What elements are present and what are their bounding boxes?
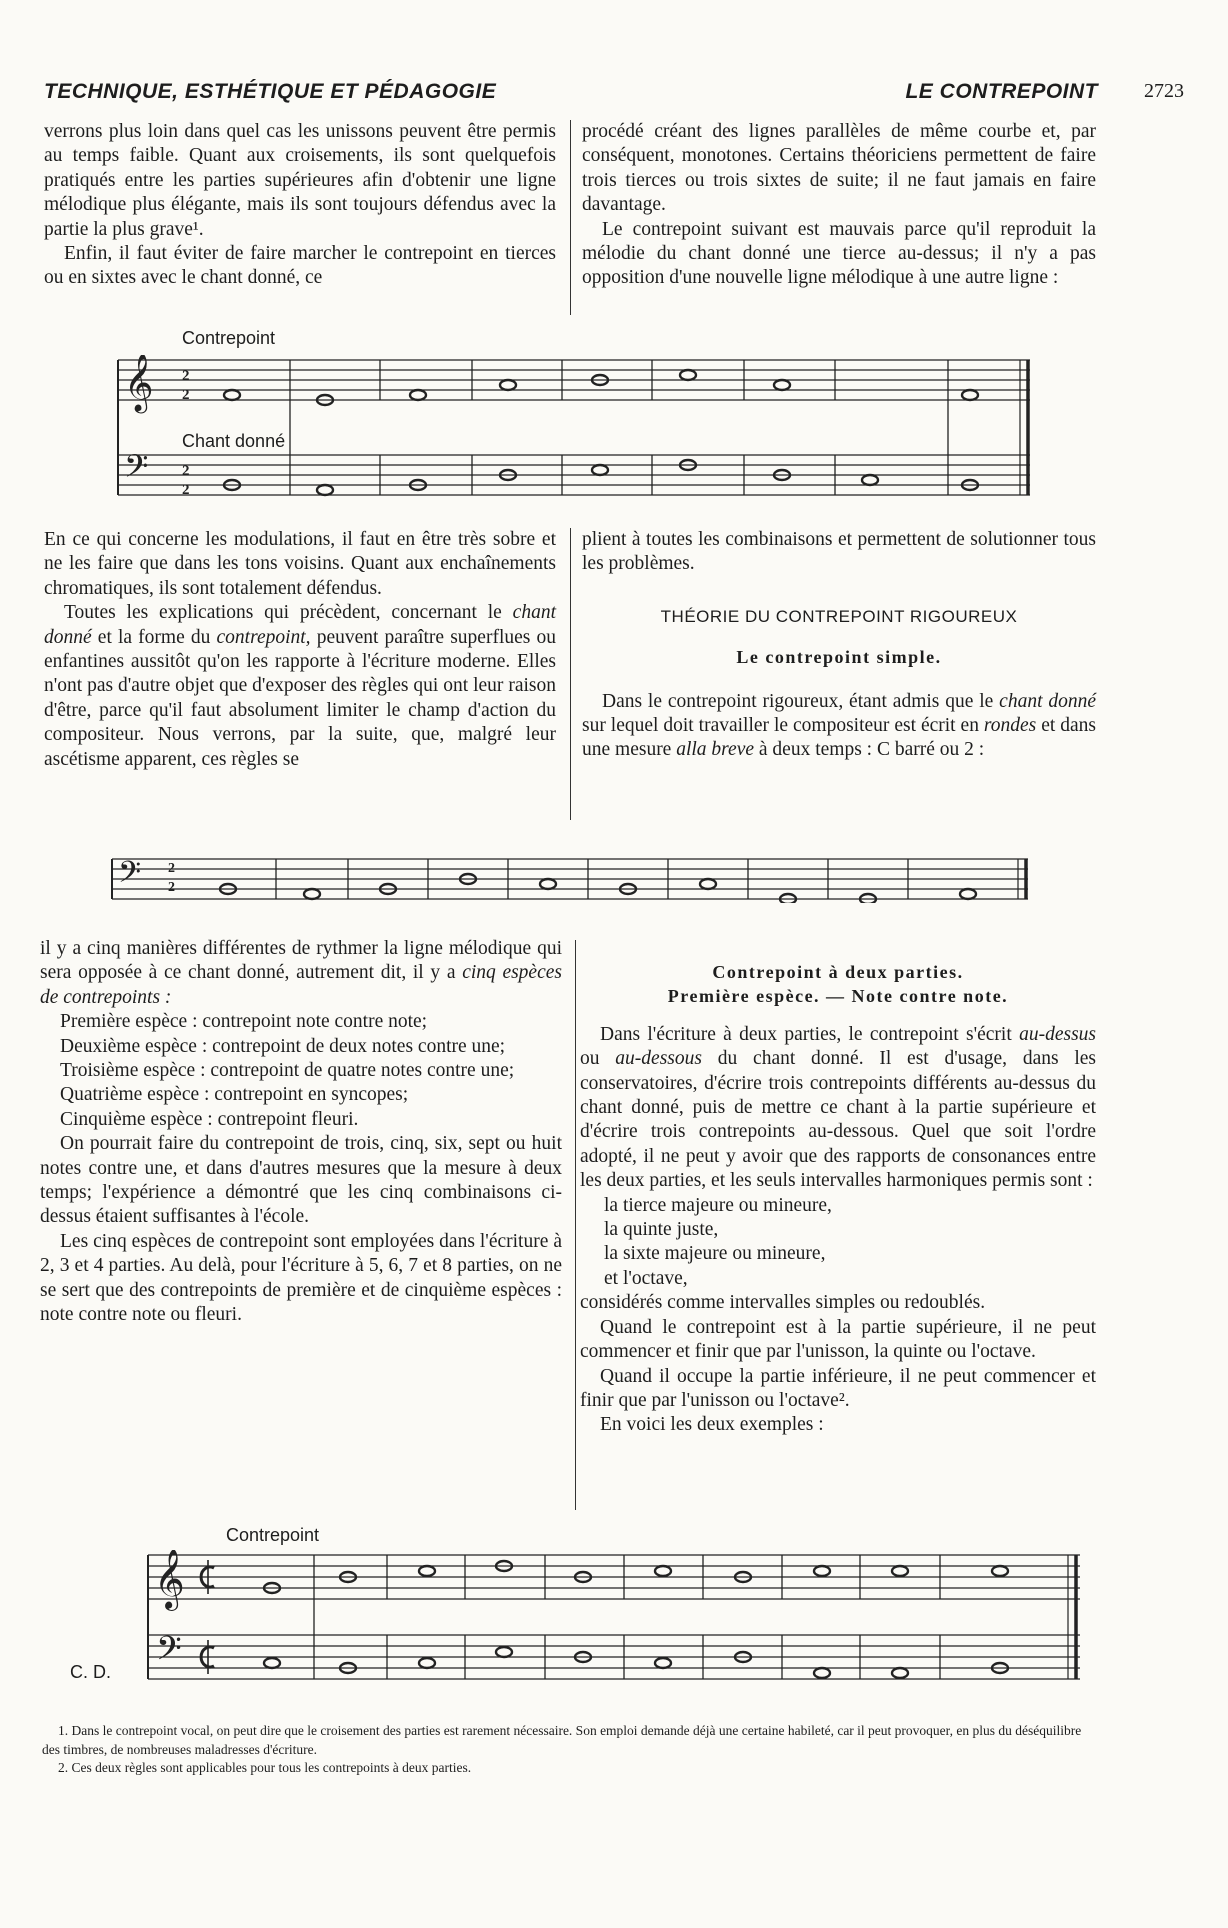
list-item: Troisième espèce : contrepoint de quatre notes contre une; bbox=[60, 1060, 515, 1082]
svg-text:2: 2 bbox=[168, 880, 175, 895]
text-run: du chant donné. Il est d'usage, dans les conservatoires, d'écrire trois contrepoints différents au-dessus du chant donné, puis de mettre ce chant à la partie supérieure et d'écrire trois contrepoints au-dessous. Quel que soit l'ordre adopté, il ne peut y avoir que des rapports de consonances entre les deux parties, et les seuls intervalles harmoniques permis sont : bbox=[580, 1048, 1097, 1192]
text-run: Dans le contrepoint rigoureux, étant admis que le bbox=[602, 690, 1000, 712]
text-run: il y a cinq manières différentes de rythmer la ligne mélodique qui sera opposée à ce chant donné, autrement dit, il y a bbox=[40, 938, 562, 984]
section2-right-column bbox=[582, 528, 1096, 763]
text-run: à deux temps : C barré ou 2 : bbox=[754, 739, 985, 761]
subheading: Le contrepoint simple. bbox=[736, 647, 942, 668]
text-run: sur lequel doit travailler le compositeur est écrit en bbox=[582, 715, 984, 737]
paragraph bbox=[580, 1023, 1096, 1194]
paragraph: En voici les deux exemples : bbox=[600, 1414, 824, 1436]
svg-text:2: 2 bbox=[168, 861, 175, 876]
text-run: Dans l'écriture à deux parties, le contrepoint s'écrit bbox=[600, 1023, 1020, 1045]
paragraph bbox=[582, 690, 1096, 763]
music-example-2 bbox=[108, 855, 1038, 903]
paragraph bbox=[40, 937, 562, 1010]
list-item: Quatrième espèce : contrepoint en syncopes; bbox=[60, 1084, 409, 1106]
paragraph: verrons plus loin dans quel cas les unissons peuvent être permis au temps faible. Quant aux croisements, ils sont quelquefois pratiqués entre les parties supérieures afin d'obtenir une ligne mélodique plus élégante, mais ils sont toujours défendus avec la partie la plus grave¹. bbox=[44, 121, 556, 240]
italic-term: chant donné bbox=[44, 602, 556, 648]
svg-text:2: 2 bbox=[182, 463, 190, 479]
treble-clef-icon: 𝄞 bbox=[154, 1550, 185, 1609]
staff-label-contrepoint: Contrepoint bbox=[226, 1525, 320, 1545]
paragraph: On pourrait faire du contrepoint de trois, cinq, six, sept ou huit notes contre une, et dans d'autres mesures que la mesure à deux temps; l'expérience a démontré que les cinq combinaisons ci-dessus étaient suffisantes à l'école. bbox=[40, 1133, 562, 1228]
list-item: la quinte juste, bbox=[604, 1219, 719, 1241]
paragraph: Le contrepoint suivant est mauvais parce qu'il reproduit la mélodie du chant donné une tierce au-dessus; il n'y a pas opposition d'une nouvelle ligne mélodique à une autre ligne : bbox=[582, 218, 1096, 289]
staff-label-contrepoint: Contrepoint bbox=[182, 328, 276, 348]
footnote: 2. Ces deux règles sont applicables pour tous les contrepoints à deux parties. bbox=[58, 1760, 472, 1775]
paragraph bbox=[44, 601, 556, 772]
italic-term: chant donné bbox=[999, 690, 1097, 712]
paragraph: Quand le contrepoint est à la partie supérieure, il ne peut commencer et finir que par l'unisson, la quinte ou l'octave. bbox=[580, 1316, 1096, 1363]
italic-term: au-dessus bbox=[1019, 1023, 1096, 1045]
section3-right-column bbox=[580, 960, 1096, 1438]
paragraph: procédé créant des lignes parallèles de même courbe et, par conséquent, monotones. Certains théoriciens permettent de faire trois tierces ou trois sixtes de suite; il ne faut jamais en faire davantage. bbox=[582, 121, 1096, 216]
text-run: Toutes les explications qui précèdent, concernant le bbox=[64, 602, 513, 624]
column-rule bbox=[575, 940, 576, 1510]
paragraph: Quand il occupe la partie inférieure, il ne peut commencer et finir que par l'unisson ou l'octave². bbox=[580, 1365, 1096, 1411]
section3-left-column bbox=[40, 937, 562, 1328]
paragraph: Enfin, il faut éviter de faire marcher le contrepoint en tierces ou en sixtes avec le chant donné, ce bbox=[44, 243, 556, 289]
italic-term: au-dessous bbox=[615, 1048, 702, 1070]
music-example-3 bbox=[140, 1550, 1090, 1685]
footnotes bbox=[42, 1722, 1092, 1778]
paragraph: considérés comme intervalles simples ou redoublés. bbox=[580, 1292, 986, 1314]
running-header-left: TECHNIQUE, ESTHÉTIQUE ET PÉDAGOGIE bbox=[44, 80, 497, 103]
text-run: peuvent paraître superflues ou enfantines aussitôt qu'on les rapporte à l'écriture moderne. Elles n'ont pas d'autre objet que d'exposer des règles qui ont leur raison d'être, parce qu'il faut absolument limiter le champ d'action du compositeur. Nous verrons, par la suite, que, malgré leur ascétisme apparent, ces règles se bbox=[44, 626, 556, 770]
text-run: et la forme du bbox=[91, 626, 217, 648]
footnote: 1. Dans le contrepoint vocal, on peut dire que le croisement des parties est rarement nécessaire. Son emploi demande déjà une certaine habileté, car il peut provoquer, en plus du déséquilibre des timbres, de nombreuses maladresses d'écriture. bbox=[42, 1723, 1082, 1757]
italic-term: rondes bbox=[983, 715, 1037, 737]
list-item: la tierce majeure ou mineure, bbox=[604, 1194, 832, 1216]
heading: Contrepoint à deux parties. bbox=[712, 962, 964, 982]
svg-text:2: 2 bbox=[182, 482, 190, 498]
page-number: 2723 bbox=[1144, 80, 1184, 102]
text-run: ou bbox=[580, 1048, 616, 1070]
italic-term: contrepoint, bbox=[216, 626, 311, 648]
italic-term: cinq espèces de contrepoints : bbox=[40, 962, 562, 1008]
bass-clef-icon: 𝄢 bbox=[118, 856, 142, 897]
list-item: Première espèce : contrepoint note contre note; bbox=[60, 1011, 428, 1033]
svg-text:2: 2 bbox=[182, 387, 190, 403]
section1-right-column bbox=[582, 120, 1096, 291]
staff-label-cd: C. D. bbox=[70, 1662, 112, 1682]
paragraph: En ce qui concerne les modulations, il faut en être très sobre et ne les faire que dans les tons voisins. Quant aux enchaînements chromatiques, ils sont totalement défendus. bbox=[44, 529, 556, 599]
list-item: Cinquième espèce : contrepoint fleuri. bbox=[60, 1108, 359, 1130]
list-item: et l'octave, bbox=[604, 1267, 688, 1289]
heading: Première espèce. — Note contre note. bbox=[667, 986, 1009, 1007]
running-header-right: LE CONTREPOINT bbox=[905, 80, 1098, 103]
list-item: Deuxième espèce : contrepoint de deux notes contre une; bbox=[60, 1035, 506, 1057]
paragraph: Les cinq espèces de contrepoint sont employées dans l'écriture à 2, 3 et 4 parties. Au delà, pour l'écriture à 5, 6, 7 et 8 parties, on ne se sert que des contrepoints de première et de cinquième espèces : note contre note ou fleuri. bbox=[40, 1230, 562, 1326]
column-rule bbox=[570, 120, 571, 315]
bass-clef-icon: 𝄢 bbox=[156, 1630, 182, 1676]
section1-left-column bbox=[44, 120, 556, 291]
music-example-1 bbox=[110, 355, 1040, 500]
column-rule bbox=[570, 528, 571, 820]
staff-label-chant-donne: Chant donné bbox=[182, 431, 286, 451]
section2-left-column bbox=[44, 528, 556, 772]
section-title: THÉORIE DU CONTREPOINT RIGOUREUX bbox=[660, 606, 1018, 626]
treble-clef-icon: 𝄞 bbox=[124, 355, 154, 411]
paragraph: plient à toutes les combinaisons et permettent de solutionner tous les problèmes. bbox=[582, 529, 1096, 575]
list-item: la sixte majeure ou mineure, bbox=[604, 1243, 826, 1265]
italic-term: alla breve bbox=[676, 739, 755, 761]
svg-text:2: 2 bbox=[182, 368, 190, 384]
text-run: et dans une mesure bbox=[582, 715, 1096, 761]
bass-clef-icon: 𝄢 bbox=[124, 448, 149, 492]
